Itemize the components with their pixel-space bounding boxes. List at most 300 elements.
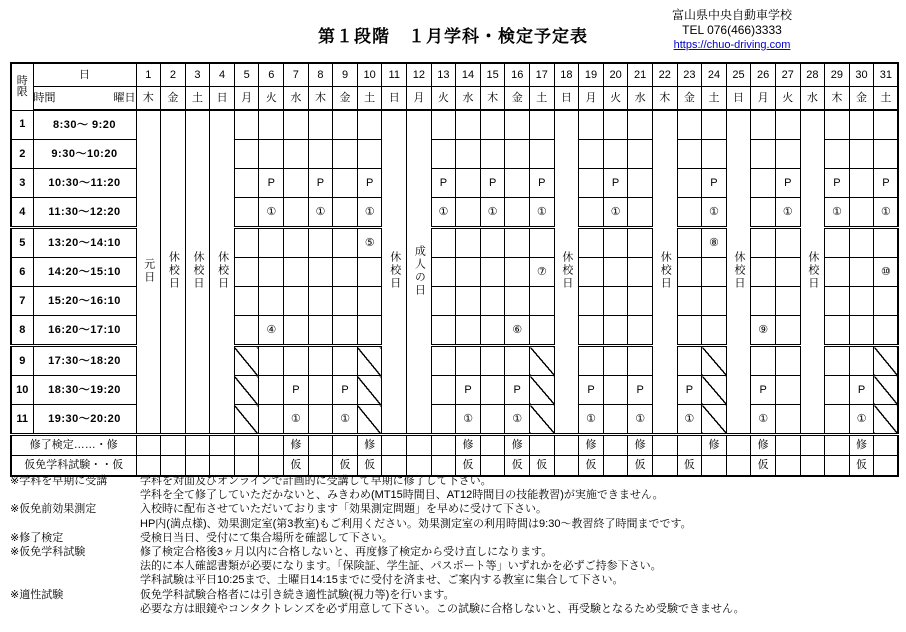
schedule-cell: ①: [775, 198, 800, 228]
no-class-slash-cell: [702, 346, 727, 376]
time-header-label: 時間: [33, 91, 56, 104]
period-number: 8: [11, 316, 33, 346]
schedule-cell: ①: [603, 198, 628, 228]
day-number: 29: [825, 63, 850, 87]
completion-test-mark: 修: [702, 435, 727, 456]
day-of-week: 水: [800, 87, 825, 111]
school-name: 富山県中央自動車学校: [671, 8, 792, 22]
schedule-cell: P: [530, 169, 555, 198]
provisional-exam-mark: [259, 456, 284, 477]
holiday-cell: [652, 110, 677, 435]
schedule-cell: [775, 376, 800, 405]
schedule-cell: ⑩: [874, 258, 899, 287]
day-of-week: 火: [431, 87, 456, 111]
schedule-cell: [259, 376, 284, 405]
day-number: 25: [726, 63, 751, 87]
schedule-cell: [505, 140, 530, 169]
completion-test-mark: [800, 435, 825, 456]
provisional-exam-label: 仮免学科試験・・仮: [11, 456, 136, 477]
schedule-cell: [284, 140, 309, 169]
schedule-cell: P: [308, 169, 333, 198]
school-url-link[interactable]: https://chuo-driving.com: [673, 39, 791, 51]
schedule-cell: [308, 405, 333, 435]
period-time: 18:30～19:20: [33, 376, 136, 405]
day-number: 14: [456, 63, 481, 87]
completion-test-mark: [677, 435, 702, 456]
completion-test-mark: 修: [505, 435, 530, 456]
day-of-week: 木: [308, 87, 333, 111]
schedule-cell: [530, 228, 555, 258]
schedule-cell: [628, 228, 653, 258]
day-of-week: 金: [161, 87, 186, 111]
completion-test-mark: [775, 435, 800, 456]
no-class-slash-cell: [874, 346, 899, 376]
schedule-cell: [825, 316, 850, 346]
holiday-label: 休校日: [659, 251, 672, 290]
provisional-exam-mark: 仮: [530, 456, 555, 477]
note-label: [10, 602, 140, 616]
day-of-week: 水: [628, 87, 653, 111]
schedule-cell: [308, 346, 333, 376]
time-weekday-header: [33, 87, 136, 111]
schedule-cell: [702, 110, 727, 140]
schedule-cell: P: [456, 376, 481, 405]
note-row: [10, 573, 900, 587]
schedule-cell: [333, 198, 358, 228]
completion-test-row: [11, 435, 898, 456]
no-class-slash-cell: [874, 376, 899, 405]
schedule-cell: [825, 228, 850, 258]
no-class-slash-cell: [234, 405, 259, 435]
note-label: ※修了検定: [10, 531, 64, 544]
schedule-cell: [480, 258, 505, 287]
schedule-cell: [751, 346, 776, 376]
schedule-cell: [456, 198, 481, 228]
schedule-cell: [579, 228, 604, 258]
schedule-cell: [874, 140, 899, 169]
day-number: 4: [210, 63, 235, 87]
provisional-exam-mark: 仮: [677, 456, 702, 477]
provisional-exam-mark: 仮: [751, 456, 776, 477]
provisional-exam-mark: 仮: [628, 456, 653, 477]
note-label: ※適性試験: [10, 588, 64, 601]
note-label: [10, 559, 140, 573]
provisional-exam-mark: 仮: [579, 456, 604, 477]
note-text: 修了検定合格後3ヶ月以内に合格しないと、再度修了検定から受け直しになります。: [140, 546, 553, 559]
schedule-cell: [849, 287, 874, 316]
note-label: ※仮免前効果測定: [10, 503, 97, 516]
schedule-cell: P: [677, 376, 702, 405]
schedule-cell: [259, 287, 284, 316]
holiday-label: 休校日: [216, 251, 229, 290]
provisional-exam-mark: [136, 456, 161, 477]
provisional-exam-mark: 仮: [505, 456, 530, 477]
schedule-cell: [874, 110, 899, 140]
schedule-cell: [308, 140, 333, 169]
provisional-exam-mark: 仮: [456, 456, 481, 477]
date-header: 日: [33, 63, 136, 87]
no-class-slash-cell: [234, 346, 259, 376]
holiday-label: 休校日: [191, 251, 204, 290]
completion-test-mark: [554, 435, 579, 456]
schedule-cell: P: [431, 169, 456, 198]
schedule-cell: [825, 346, 850, 376]
completion-test-mark: [161, 435, 186, 456]
day-number: 31: [874, 63, 899, 87]
schedule-cell: [480, 110, 505, 140]
note-row: [10, 517, 900, 531]
period-time: 17:30～18:20: [33, 346, 136, 376]
schedule-cell: ①: [628, 405, 653, 435]
day-number: 23: [677, 63, 702, 87]
period-time: 9:30～10:20: [33, 140, 136, 169]
schedule-cell: [456, 169, 481, 198]
schedule-cell: [775, 258, 800, 287]
period-number: 7: [11, 287, 33, 316]
schedule-cell: ⑨: [751, 316, 776, 346]
day-number: 15: [480, 63, 505, 87]
schedule-cell: [825, 110, 850, 140]
day-of-week: 月: [234, 87, 259, 111]
completion-test-mark: 修: [284, 435, 309, 456]
schedule-cell: [505, 258, 530, 287]
schedule-cell: [702, 140, 727, 169]
schedule-cell: [234, 258, 259, 287]
schedule-cell: ①: [333, 405, 358, 435]
completion-test-mark: 修: [579, 435, 604, 456]
schedule-cell: P: [579, 376, 604, 405]
schedule-cell: [284, 169, 309, 198]
schedule-cell: P: [874, 169, 899, 198]
provisional-exam-mark: [874, 456, 899, 477]
schedule-cell: [480, 405, 505, 435]
schedule-cell: [775, 316, 800, 346]
schedule-cell: [308, 316, 333, 346]
schedule-cell: P: [849, 376, 874, 405]
provisional-exam-mark: 仮: [284, 456, 309, 477]
day-number: 30: [849, 63, 874, 87]
schedule-cell: [234, 287, 259, 316]
note-text: 学科を全て修了していただかないと、みきわめ(MT15時間目、AT12時間目の技能教習)が実施できません。: [140, 489, 664, 502]
schedule-cell: [751, 228, 776, 258]
note-text: 受検日当日、受付にて集合場所を確認して下さい。: [140, 531, 393, 544]
period-column-header: 時 限: [11, 63, 33, 110]
provisional-exam-mark: [825, 456, 850, 477]
day-of-week: 木: [825, 87, 850, 111]
day-of-week: 日: [726, 87, 751, 111]
period-time: 15:20～16:10: [33, 287, 136, 316]
schedule-cell: [628, 169, 653, 198]
provisional-exam-mark: [407, 456, 432, 477]
schedule-cell: ①: [874, 198, 899, 228]
schedule-cell: [579, 346, 604, 376]
holiday-cell: [185, 110, 210, 435]
schedule-cell: [505, 228, 530, 258]
day-number: 18: [554, 63, 579, 87]
schedule-cell: [677, 316, 702, 346]
schedule-cell: ①: [751, 405, 776, 435]
provisional-exam-mark: [185, 456, 210, 477]
schedule-cell: [234, 316, 259, 346]
day-of-week: 木: [480, 87, 505, 111]
day-of-week: 日: [382, 87, 407, 111]
completion-test-mark: [136, 435, 161, 456]
schedule-cell: [677, 140, 702, 169]
day-number: 24: [702, 63, 727, 87]
schedule-cell: ④: [259, 316, 284, 346]
schedule-cell: [284, 110, 309, 140]
day-number: 20: [603, 63, 628, 87]
holiday-label: 元日: [142, 257, 155, 284]
note-text: 仮免学科試験合格者には引き続き適性試験(視力等)を行います。: [140, 588, 455, 601]
note-row: [10, 502, 900, 516]
schedule-cell: [234, 198, 259, 228]
completion-test-mark: [259, 435, 284, 456]
schedule-cell: [579, 258, 604, 287]
day-of-week: 土: [357, 87, 382, 111]
note-row: [10, 559, 900, 573]
schedule-cell: [849, 198, 874, 228]
holiday-label: 成人の日: [413, 244, 426, 297]
period-number: 10: [11, 376, 33, 405]
schedule-cell: [603, 110, 628, 140]
schedule-cell: [308, 376, 333, 405]
schedule-cell: [628, 316, 653, 346]
schedule-cell: [677, 346, 702, 376]
day-of-week: 金: [333, 87, 358, 111]
day-of-week: 土: [702, 87, 727, 111]
schedule-cell: [775, 405, 800, 435]
schedule-cell: [874, 228, 899, 258]
schedule-cell: [579, 110, 604, 140]
schedule-cell: [357, 287, 382, 316]
note-label: ※学科を早期に受講: [10, 475, 108, 487]
no-class-slash-cell: [357, 405, 382, 435]
note-row: [10, 588, 900, 602]
provisional-exam-mark: 仮: [357, 456, 382, 477]
schedule-cell: [259, 346, 284, 376]
completion-test-label: 修了検定……・修: [11, 435, 136, 456]
day-number: 2: [161, 63, 186, 87]
schedule-cell: ①: [825, 198, 850, 228]
completion-test-mark: [825, 435, 850, 456]
schedule-cell: [628, 258, 653, 287]
schedule-cell: ①: [284, 405, 309, 435]
day-of-week: 月: [579, 87, 604, 111]
schedule-cell: ①: [259, 198, 284, 228]
period-time: 10:30～11:20: [33, 169, 136, 198]
day-number: 21: [628, 63, 653, 87]
day-number: 22: [652, 63, 677, 87]
schedule-cell: [603, 316, 628, 346]
day-number: 12: [407, 63, 432, 87]
schedule-cell: [530, 110, 555, 140]
day-of-week: 水: [284, 87, 309, 111]
note-row: [10, 602, 900, 616]
schedule-cell: [333, 110, 358, 140]
period-number: 4: [11, 198, 33, 228]
day-of-week: 金: [505, 87, 530, 111]
period-number: 6: [11, 258, 33, 287]
schedule-cell: [456, 346, 481, 376]
schedule-cell: [308, 228, 333, 258]
schedule-cell: [849, 316, 874, 346]
schedule-cell: [751, 110, 776, 140]
note-text: 入校時に配布させていただいております「効果測定問題」を早めに受けて下さい。: [140, 503, 547, 516]
schedule-cell: [357, 258, 382, 287]
note-row: [10, 474, 900, 488]
schedule-cell: ①: [530, 198, 555, 228]
page-title: 第１段階 １月学科・検定予定表: [318, 27, 588, 46]
schedule-cell: [751, 198, 776, 228]
schedule-cell: [579, 198, 604, 228]
day-of-week: 土: [185, 87, 210, 111]
schedule-cell: [505, 287, 530, 316]
no-class-slash-cell: [530, 346, 555, 376]
day-of-week: 木: [136, 87, 161, 111]
completion-test-mark: [333, 435, 358, 456]
schedule-cell: [849, 346, 874, 376]
schedule-cell: [431, 228, 456, 258]
no-class-slash-cell: [702, 376, 727, 405]
schedule-cell: [775, 287, 800, 316]
day-number: 10: [357, 63, 382, 87]
schedule-cell: [480, 316, 505, 346]
schedule-cell: [259, 258, 284, 287]
schedule-cell: [825, 405, 850, 435]
completion-test-mark: [431, 435, 456, 456]
completion-test-mark: [382, 435, 407, 456]
completion-test-mark: [185, 435, 210, 456]
schedule-cell: [775, 110, 800, 140]
completion-test-mark: [210, 435, 235, 456]
schedule-cell: [579, 287, 604, 316]
holiday-label: 休校日: [167, 251, 180, 290]
schedule-cell: [603, 258, 628, 287]
period-number: 1: [11, 110, 33, 140]
schedule-cell: [431, 376, 456, 405]
schedule-cell: [505, 198, 530, 228]
schedule-cell: [259, 228, 284, 258]
schedule-cell: [603, 405, 628, 435]
schedule-cell: ①: [702, 198, 727, 228]
schedule-cell: [431, 346, 456, 376]
completion-test-mark: [308, 435, 333, 456]
day-of-week: 火: [259, 87, 284, 111]
schedule-cell: [628, 287, 653, 316]
schedule-cell: [751, 287, 776, 316]
schedule-cell: ①: [505, 405, 530, 435]
day-number: 5: [234, 63, 259, 87]
holiday-cell: [726, 110, 751, 435]
schedule-cell: [849, 169, 874, 198]
day-of-week: 金: [849, 87, 874, 111]
day-number: 26: [751, 63, 776, 87]
schedule-cell: [284, 228, 309, 258]
holiday-cell: [554, 110, 579, 435]
note-label: [10, 488, 140, 502]
day-number: 9: [333, 63, 358, 87]
schedule-cell: [849, 258, 874, 287]
schedule-cell: [234, 169, 259, 198]
schedule-cell: [505, 169, 530, 198]
schedule-cell: [677, 228, 702, 258]
schedule-cell: [308, 287, 333, 316]
schedule-cell: [775, 346, 800, 376]
schedule-cell: P: [775, 169, 800, 198]
schedule-cell: [431, 316, 456, 346]
schedule-cell: [284, 287, 309, 316]
schedule-cell: P: [259, 169, 284, 198]
period-time: 14:20～15:10: [33, 258, 136, 287]
day-number: 8: [308, 63, 333, 87]
schedule-cell: ①: [357, 198, 382, 228]
no-class-slash-cell: [530, 376, 555, 405]
no-class-slash-cell: [357, 346, 382, 376]
schedule-cell: [456, 316, 481, 346]
schedule-cell: [825, 376, 850, 405]
schedule-cell: [677, 169, 702, 198]
schedule-cell: [849, 140, 874, 169]
provisional-exam-mark: [161, 456, 186, 477]
schedule-cell: ⑥: [505, 316, 530, 346]
schedule-cell: [677, 287, 702, 316]
day-of-week: 月: [407, 87, 432, 111]
day-of-week: 月: [751, 87, 776, 111]
schedule-cell: [505, 110, 530, 140]
provisional-exam-mark: [210, 456, 235, 477]
schedule-cell: ①: [456, 405, 481, 435]
day-number: 11: [382, 63, 407, 87]
no-class-slash-cell: [234, 376, 259, 405]
schedule-cell: [431, 258, 456, 287]
schedule-cell: [234, 110, 259, 140]
schedule-cell: [603, 140, 628, 169]
schedule-cell: [480, 376, 505, 405]
schedule-cell: [530, 287, 555, 316]
no-class-slash-cell: [530, 405, 555, 435]
schedule-cell: P: [702, 169, 727, 198]
schedule-cell: [480, 287, 505, 316]
day-number: 7: [284, 63, 309, 87]
provisional-exam-mark: [702, 456, 727, 477]
provisional-exam-mark: [431, 456, 456, 477]
schedule-cell: [579, 316, 604, 346]
schedule-cell: [357, 140, 382, 169]
schedule-cell: [259, 140, 284, 169]
day-of-week: 金: [677, 87, 702, 111]
schedule-cell: P: [357, 169, 382, 198]
schedule-cell: ①: [480, 198, 505, 228]
period-number: 2: [11, 140, 33, 169]
completion-test-mark: 修: [751, 435, 776, 456]
provisional-exam-mark: [726, 456, 751, 477]
schedule-cell: P: [284, 376, 309, 405]
schedule-cell: [456, 140, 481, 169]
day-number: 3: [185, 63, 210, 87]
day-number: 27: [775, 63, 800, 87]
schedule-cell: [849, 110, 874, 140]
schedule-cell: [357, 110, 382, 140]
note-label: [10, 517, 140, 531]
provisional-exam-mark: [308, 456, 333, 477]
schedule-cell: [628, 198, 653, 228]
schedule-cell: [849, 228, 874, 258]
schedule-cell: [333, 346, 358, 376]
period-time: 8:30～ 9:20: [33, 110, 136, 140]
completion-test-mark: 修: [357, 435, 382, 456]
schedule-cell: [480, 140, 505, 169]
